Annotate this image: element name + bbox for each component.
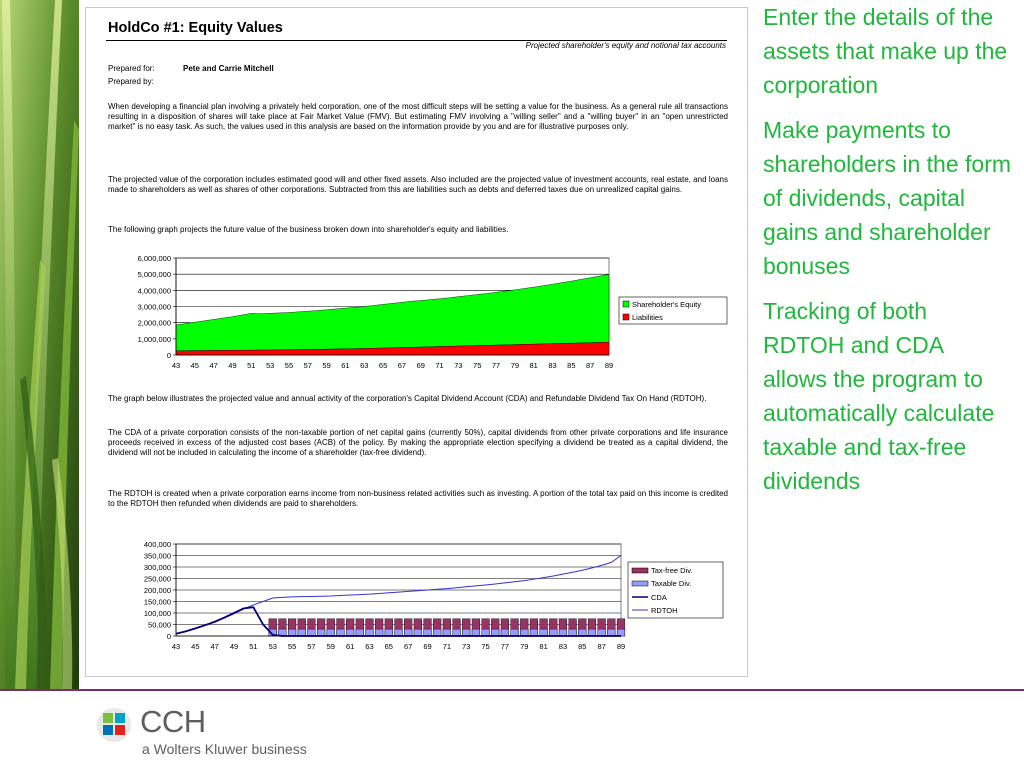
x-tick-label: 81 [539, 642, 548, 651]
tax-accounts-chart [111, 537, 731, 653]
x-tick-label: 51 [247, 361, 256, 370]
x-tick-label: 43 [171, 361, 181, 370]
paragraph-valuation: When developing a financial plan involving a privately held corporation, one of the most difficult steps will be setting a value for the business. As a general rule all transactions resulting in a disposition of shares will take place at Fair Market Value (FMV). But estimating FMV involving a "willing seller" and a "willing buyer" in an "open unrestricted market" is no easy task. As such, the values used in this analysis are based on the information provide by you and are for illustrative purposes only. [108, 102, 728, 131]
x-tick-label: 67 [404, 642, 413, 651]
x-tick-label: 87 [597, 642, 606, 651]
x-tick-label: 43 [171, 642, 181, 651]
paragraph-projected-value: The projected value of the corporation includes estimated good will and other fixed assets. Also included are the projected value of investment accounts, real estate, and loans made to shareholders as well as shares of other corporations. Subtracted from this are liabilities such as debts and deferred taxes due on unrealized capital gains. [108, 175, 728, 194]
y-tick-label: 2,000,000 [137, 318, 171, 328]
legend-label-taxable: Taxable Div. [651, 579, 692, 588]
x-tick-label: 49 [228, 361, 237, 370]
y-tick-label: 50,000 [148, 620, 171, 630]
y-tick-label: 3,000,000 [137, 302, 171, 312]
document-subtitle: Projected shareholder's equity and notional tax accounts [525, 41, 726, 50]
x-tick-label: 89 [604, 361, 614, 370]
paragraph-cda-rdtoh-intro: The graph below illustrates the projected value and annual activity of the corporation's Capital Dividend Account (CDA) and Refundable Dividend Tax On Hand (RDTOH). [108, 394, 707, 403]
bar-taxable [298, 629, 306, 636]
bar-taxable [540, 629, 548, 636]
cch-logo-icon [95, 706, 135, 746]
x-tick-label: 83 [558, 642, 568, 651]
x-tick-label: 79 [510, 361, 520, 370]
x-tick-label: 61 [341, 361, 350, 370]
prepared-for-value: Pete and Carrie Mitchell [183, 64, 274, 73]
x-tick-label: 57 [303, 361, 312, 370]
x-tick-label: 69 [416, 361, 425, 370]
x-tick-label: 55 [287, 642, 297, 651]
sidebar-block-assets: Enter the details of the assets that make up the corporation [763, 4, 1008, 98]
y-tick-label: 200,000 [143, 586, 171, 595]
bar-taxable [482, 629, 490, 636]
bar-taxable [288, 629, 296, 636]
x-tick-label: 67 [397, 361, 407, 370]
bar-taxable [317, 629, 325, 636]
x-tick-label: 83 [548, 361, 557, 370]
x-tick-label: 61 [345, 642, 355, 651]
x-tick-label: 49 [229, 642, 239, 651]
y-tick-label: 0 [166, 632, 171, 641]
x-tick-label: 59 [322, 361, 331, 370]
prepared-for-label: Prepared for: [108, 64, 155, 73]
bar-taxable [598, 629, 606, 636]
x-tick-label: 63 [365, 642, 374, 651]
paragraph-graph-intro: The following graph projects the future value of the business broken down into shareholder's equity and liabilities. [108, 225, 509, 234]
bar-taxable [443, 629, 451, 636]
x-tick-label: 47 [210, 642, 219, 651]
y-tick-label: 250,000 [143, 574, 171, 584]
x-tick-label: 85 [578, 642, 587, 651]
x-tick-label: 53 [268, 642, 277, 651]
x-tick-label: 45 [190, 361, 199, 370]
x-tick-label: 79 [520, 642, 529, 651]
legend-label-cda: CDA [651, 593, 667, 602]
bar-taxable [308, 629, 316, 636]
x-tick-label: 77 [491, 361, 501, 370]
x-tick-label: 69 [423, 642, 432, 651]
brand-tagline: a Wolters Kluwer business [142, 741, 307, 757]
legend-label-liabilities: Liabilities [632, 313, 663, 322]
x-tick-label: 59 [326, 642, 335, 651]
x-tick-label: 53 [265, 361, 275, 370]
bar-taxable [472, 629, 480, 636]
bar-taxable [433, 629, 441, 636]
bar-taxable [375, 629, 383, 636]
x-tick-label: 65 [378, 361, 388, 370]
equity-chart [111, 251, 731, 381]
bar-taxable [491, 629, 499, 636]
report-document [85, 7, 748, 677]
bar-taxable [327, 629, 335, 636]
y-tick-label: 6,000,000 [137, 254, 171, 263]
brand-name: CCH [140, 704, 206, 739]
paragraph-cda: The CDA of a private corporation consists of the non-taxable portion of net capital gains (currently 50%), capital dividends from other private corporations and life insurance proceeds received in excess of the adjusted cost bases (ACB) of the policy. By making the appropriate election specifying a dividend be treated as a capital dividend, the dividend will not be included in calculating the income of a shareholder (tax-free dividend). [108, 428, 728, 457]
bar-taxable [501, 629, 509, 636]
sidebar-notes [763, 0, 1013, 498]
legend-label-tax-free: Tax-free Div. [651, 566, 693, 575]
x-tick-label: 75 [473, 361, 482, 370]
bar-taxable [511, 629, 519, 636]
sidebar-block-tracking: Tracking of both RDTOH and CDA allows the program to automatically calculate taxable and tax-free dividends [763, 298, 995, 494]
legend-label-rdtoh: RDTOH [651, 606, 678, 615]
x-tick-label: 71 [442, 642, 452, 651]
x-tick-label: 73 [454, 361, 463, 370]
bar-taxable [462, 629, 470, 636]
bar-taxable [569, 629, 577, 636]
legend-label-equity: Shareholder's Equity [632, 300, 701, 309]
legend-swatch-equity [623, 301, 629, 307]
y-tick-label: 1,000,000 [137, 334, 171, 344]
x-tick-label: 51 [249, 642, 258, 651]
bar-taxable [395, 629, 403, 636]
paragraph-rdtoh: The RDTOH is created when a private corporation earns income from non-business related activities such as investing. A portion of the total tax paid on this income is credited to the RDTOH then refunded when dividends are paid to shareholders. [108, 489, 728, 508]
x-tick-label: 85 [567, 361, 576, 370]
x-tick-label: 57 [307, 642, 316, 651]
bar-taxable [356, 629, 364, 636]
bar-taxable [588, 629, 596, 636]
grass-decoration [0, 0, 79, 690]
bar-taxable [414, 629, 422, 636]
x-tick-label: 75 [481, 642, 490, 651]
bar-taxable [520, 629, 528, 636]
legend-swatch-liabilities [623, 314, 629, 320]
sidebar-block-payments: Make payments to shareholders in the form of dividends, capital gains and shareholder bonuses [763, 117, 1012, 279]
y-tick-label: 0 [166, 351, 171, 360]
bar-taxable [337, 629, 345, 636]
y-tick-label: 4,000,000 [137, 286, 171, 296]
y-tick-label: 5,000,000 [137, 270, 171, 280]
x-tick-label: 73 [462, 642, 471, 651]
x-tick-label: 89 [616, 642, 626, 651]
y-tick-label: 300,000 [143, 563, 171, 572]
y-tick-label: 400,000 [143, 540, 171, 549]
prepared-by-label: Prepared by: [108, 77, 154, 86]
x-tick-label: 71 [435, 361, 444, 370]
x-tick-label: 45 [191, 642, 200, 651]
bar-taxable [559, 629, 567, 636]
y-tick-label: 350,000 [143, 551, 171, 561]
document-title: HoldCo #1: Equity Values [108, 20, 283, 36]
y-tick-label: 100,000 [143, 609, 171, 618]
bar-taxable [453, 629, 461, 636]
bar-taxable [424, 629, 432, 636]
bar-taxable [404, 629, 412, 636]
x-tick-label: 63 [360, 361, 369, 370]
x-tick-label: 55 [284, 361, 294, 370]
x-tick-label: 77 [500, 642, 510, 651]
legend-swatch-tax-free [632, 568, 648, 573]
bar-taxable [346, 629, 354, 636]
x-tick-label: 47 [209, 361, 218, 370]
bar-taxable [549, 629, 557, 636]
legend-swatch-taxable [632, 581, 648, 586]
x-tick-label: 81 [529, 361, 538, 370]
bar-taxable [366, 629, 374, 636]
bar-taxable [607, 629, 615, 636]
footer-rule [0, 689, 1024, 691]
bar-taxable [617, 629, 625, 636]
x-tick-label: 87 [586, 361, 595, 370]
bar-taxable [578, 629, 586, 636]
bar-taxable [530, 629, 538, 636]
x-tick-label: 65 [384, 642, 393, 651]
bar-taxable [385, 629, 393, 636]
y-tick-label: 150,000 [143, 597, 171, 607]
